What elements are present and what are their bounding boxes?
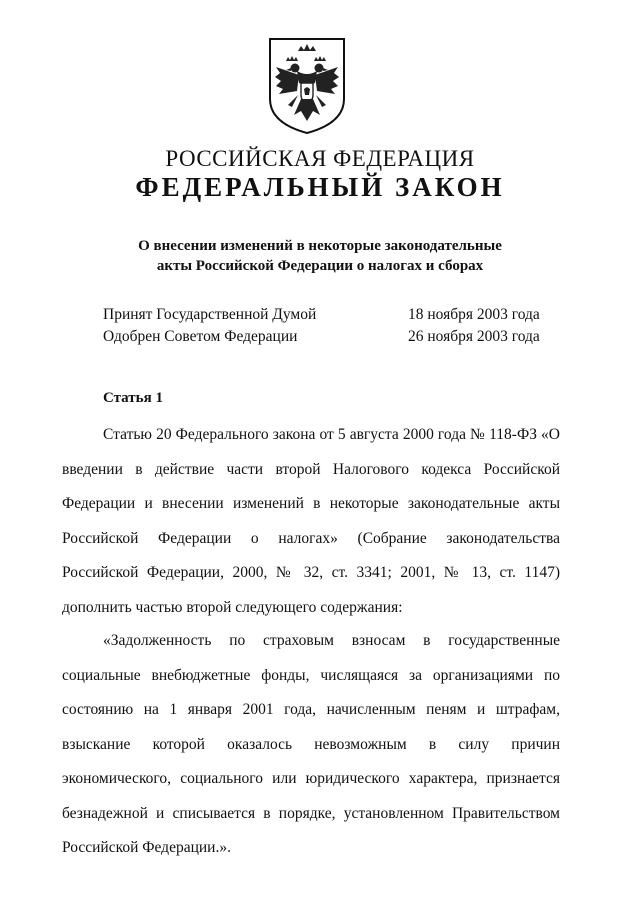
article-paragraph-1: Статью 20 Федерального закона от 5 августа 2000 года № 118-ФЗ «О введении в действие части второй Налогового кодекса Российской Федерации и внесении изменений в некоторые законодательные акты Российской Федерации о налогах» (Собрание законодательства Российской Федерации, 2000, № 32, ст. 3341; 2001, № 13, ст. 1147) дополнить частью второй следующего содержания: bbox=[62, 426, 560, 616]
adoption-dates bbox=[408, 304, 540, 348]
law-type-title: ФЕДЕРАЛЬНЫЙ ЗАКОН bbox=[135, 172, 505, 202]
country-title: РОССИЙСКАЯ ФЕДЕРАЦИЯ bbox=[165, 146, 475, 171]
law-subject-line1: О внесении изменений в некоторые законодательные bbox=[138, 238, 502, 254]
law-subject bbox=[0, 236, 640, 276]
adopted-date: 18 ноября 2003 года bbox=[408, 306, 540, 323]
adopted-label: Принят Государственной Думой bbox=[103, 306, 317, 323]
law-subject-line2: акты Российской Федерации о налогах и сборах bbox=[156, 258, 484, 274]
adoption-labels bbox=[103, 304, 316, 348]
article-title: Статья 1 bbox=[103, 390, 163, 406]
approved-label: Одобрен Советом Федерации bbox=[103, 328, 298, 345]
coat-of-arms-icon bbox=[268, 37, 346, 135]
article-paragraph-2: «Задолженность по страховым взносам в государственные социальные внебюджетные фонды, числящаяся за организациями по состоянию на 1 января 2001 года, начисленным пеням и штрафам, взыскание которой оказалось невозможным в силу причин экономического, социального или юридического характера, признается безнадежной и списывается в порядке, установленном Правительством Российской Федерации.». bbox=[62, 632, 560, 856]
approved-date: 26 ноября 2003 года bbox=[408, 328, 540, 345]
